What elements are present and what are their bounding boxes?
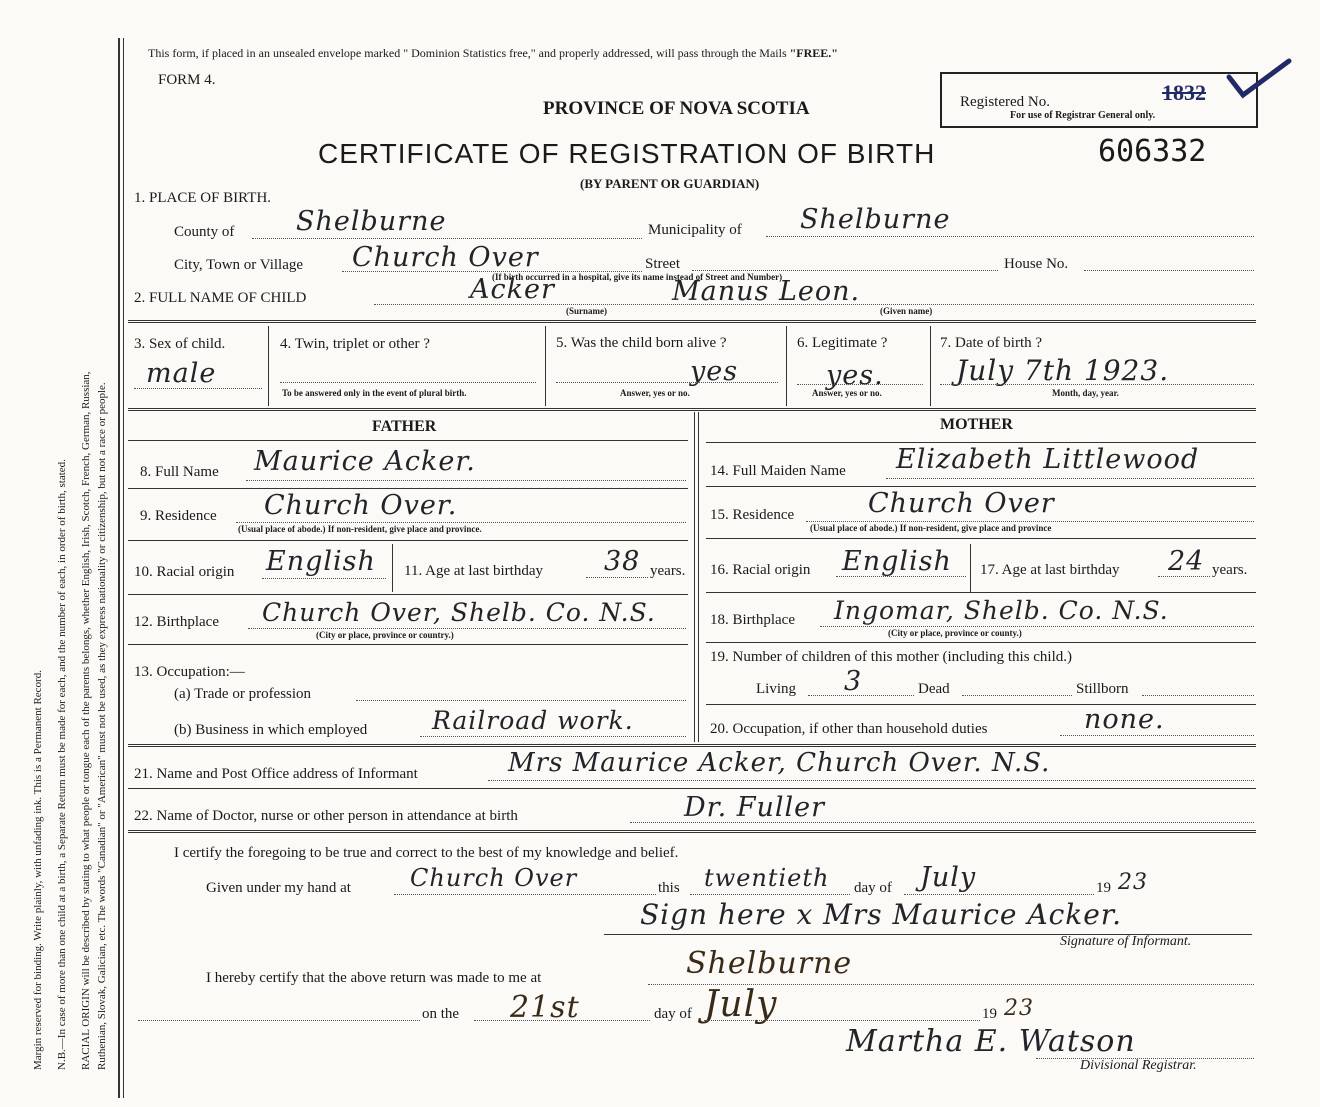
dead-line [962,695,1072,696]
father-residence-value[interactable]: Church Over. [264,490,458,521]
given-label: Given under my hand at [206,880,351,896]
business-label: (b) Business in which employed [174,722,368,738]
handwritten-certificate-number: 606332 [1098,134,1207,169]
mother-race-label: 16. Racial origin [710,562,811,578]
rule [128,594,688,595]
living-line [808,695,914,696]
informant-line [488,780,1254,781]
father-years-label: years. [650,563,686,579]
registrar-place-line-2 [138,1020,420,1021]
city-value[interactable]: Church Over [352,242,539,273]
twin-line [280,382,536,383]
father-age-line [586,577,648,578]
registrar-day-of-label: day of [654,1006,692,1022]
street-line [692,270,998,271]
business-value[interactable]: Railroad work. [432,706,634,735]
certify-statement: I certify the foregoing to be true and correct to the best of my knowledge and belief. [174,845,679,861]
section-divider-1 [128,320,1256,323]
mother-occupation-value[interactable]: none. [1084,704,1165,735]
twin-note: To be answered only in the event of plural birth. [282,388,467,398]
date-of-birth-note: Month, day, year. [1052,388,1119,398]
mother-birthplace-line [820,626,1254,627]
registrar-year-value[interactable]: 23 [1004,996,1034,1021]
doctor-line [630,822,1254,823]
certificate-subtitle: (BY PARENT OR GUARDIAN) [580,176,760,191]
living-label: Living [756,681,796,697]
given-year-value[interactable]: 23 [1118,870,1148,895]
on-the-label: on the [422,1006,460,1022]
mother-age-label: 17. Age at last birthday [980,562,1120,578]
house-no-line [1084,270,1254,271]
sex-value[interactable]: male [146,358,217,389]
given-month-line [904,894,1094,895]
given-place-value[interactable]: Church Over [410,864,578,892]
rule [706,538,1256,539]
child-name-label: 2. FULL NAME OF CHILD [134,290,307,306]
this-label: this [658,880,680,896]
given-day-line [690,894,850,895]
sex-line [134,388,262,389]
legitimate-line [797,384,923,385]
father-birthplace-value[interactable]: Church Over, Shelb. Co. N.S. [262,598,656,627]
doctor-label: 22. Name of Doctor, nurse or other person in attendance at birth [134,808,518,824]
legitimate-value[interactable]: yes. [826,360,884,391]
mother-heading: MOTHER [940,416,1013,433]
trade-line [356,700,686,701]
rule [706,442,1256,443]
registrar-month-line [704,1020,980,1021]
form-number: FORM 4. [158,72,216,88]
stillborn-label: Stillborn [1076,681,1129,697]
section-divider-2 [128,408,1256,411]
twin-label: 4. Twin, triplet or other ? [280,336,430,352]
registrar-statement: I hereby certify that the above return was made to me at [206,970,542,986]
stillborn-line [1142,695,1254,696]
father-race-label: 10. Racial origin [134,564,235,580]
divider [268,326,269,406]
municipality-label: Municipality of [648,222,742,238]
given-day-value[interactable]: twentieth [704,864,830,892]
informant-signature-caption: Signature of Informant. [1060,934,1192,949]
binding-margin-rule [118,38,120,1098]
mother-age-line [1158,576,1210,577]
rule [706,486,1256,487]
child-given-name-value[interactable]: Manus Leon. [672,276,861,307]
born-alive-line [556,382,778,383]
street-label: Street [645,256,680,272]
registrar-caption: Divisional Registrar. [1080,1058,1197,1073]
divider [392,544,393,592]
informant-label: 21. Name and Post Office address of Informant [134,766,418,782]
date-of-birth-label: 7. Date of birth ? [940,335,1043,351]
living-value[interactable]: 3 [844,666,863,697]
county-label: County of [174,224,235,240]
father-residence-label: 9. Residence [140,508,217,524]
mother-name-line [886,478,1254,479]
divider [970,544,971,592]
father-heading: FATHER [372,418,437,435]
municipality-value[interactable]: Shelburne [800,204,951,235]
date-of-birth-value[interactable]: July 7th 1923. [956,354,1170,387]
mother-name-label: 14. Full Maiden Name [710,463,846,479]
mother-residence-label: 15. Residence [710,507,795,523]
business-line [420,736,686,737]
mother-age-value[interactable]: 24 [1168,546,1205,577]
father-residence-line [236,522,686,523]
trade-label: (a) Trade or profession [174,686,312,702]
house-no-label: House No. [1004,256,1069,272]
mother-race-line [836,576,966,577]
binding-margin-rule-inner [123,38,124,1098]
sex-label: 3. Sex of child. [134,336,226,352]
divider [786,326,787,406]
father-residence-note: (Usual place of abode.) If non-resident, give place and province. [238,524,482,534]
county-value[interactable]: Shelburne [296,206,447,237]
father-age-value[interactable]: 38 [604,546,641,577]
father-birthplace-label: 12. Birthplace [134,614,219,630]
rule [706,642,1256,643]
registrar-place-value[interactable]: Shelburne [686,946,853,981]
parents-divider-inner [698,412,699,742]
municipality-line [766,236,1254,237]
margin-note-racial-origin-cont: Ruthenian, Slovak, Galician, etc. The words "Canadian" or "American" must not be used, as they express nationality or citizenship, but not a race or people. [96,382,108,1070]
mother-name-value[interactable]: Elizabeth Littlewood [896,444,1200,475]
date-of-birth-line [940,384,1254,385]
informant-signature[interactable]: Sign here x Mrs Maurice Acker. [640,898,1123,931]
mother-birthplace-note: (City or place, province or county.) [888,628,1022,638]
born-alive-label: 5. Was the child born alive ? [556,335,727,351]
rule [706,592,1256,593]
father-occupation-label: 13. Occupation:— [134,664,245,680]
registrar-day-value[interactable]: 21st [510,990,580,1025]
legitimate-label: 6. Legitimate ? [797,335,888,351]
legitimate-note: Answer, yes or no. [812,388,882,398]
parents-divider [694,412,695,742]
informant-value[interactable]: Mrs Maurice Acker, Church Over. N.S. [508,748,1051,778]
divider [545,326,546,406]
margin-note-multiple-births: N.B.—In case of more than one child at a birth, a Separate Return must be made for each, and the number of each, in order of birth, stated. [56,459,68,1070]
father-name-line [246,480,686,481]
day-of-label: day of [854,880,892,896]
certificate-title: CERTIFICATE OF REGISTRATION OF BIRTH [318,138,936,169]
section-divider-4 [128,830,1256,833]
registered-number-box [940,72,1258,128]
rule [128,788,1256,789]
mother-occupation-label: 20. Occupation, if other than household duties [710,721,988,737]
born-alive-note: Answer, yes or no. [620,388,690,398]
rule [128,644,688,645]
mother-birthplace-label: 18. Birthplace [710,612,795,628]
registered-value: 1832 [1162,80,1206,105]
county-line [252,238,642,239]
postal-notice: This form, if placed in an unsealed envelope marked " Dominion Statistics free," and properly addressed, will pass through the Mails "FREE." [148,46,838,60]
section-divider-3 [128,744,1256,747]
check-mark-icon [1225,55,1295,105]
father-name-value[interactable]: Maurice Acker. [254,446,476,477]
surname-caption: (Surname) [566,306,607,316]
rule [128,540,688,541]
given-name-caption: (Given name) [880,306,933,316]
children-count-label: 19. Number of children of this mother (including this child.) [710,649,1073,665]
child-surname-value[interactable]: Acker [470,274,555,305]
divider [930,326,931,406]
mother-occupation-line [1060,735,1254,736]
father-age-label: 11. Age at last birthday [404,563,543,579]
father-birthplace-line [248,628,686,629]
given-month-value[interactable]: July [920,862,977,893]
hospital-note: (If birth occurred in a hospital, give its name instead of Street and Number) [492,272,783,282]
father-race-value[interactable]: English [266,546,376,577]
father-race-line [262,578,386,579]
registrar-note: For use of Registrar General only. [1010,110,1156,121]
mother-race-value[interactable]: English [842,546,952,577]
mother-residence-value[interactable]: Church Over [868,488,1055,519]
father-name-label: 8. Full Name [140,464,219,480]
margin-note-racial-origin: RACIAL ORIGIN will be described by stating to what people or tongue each of the parents belongs, whether English, Irish, Scotch, French, German, Russian, [80,371,92,1070]
province-heading: PROVINCE OF NOVA SCOTIA [543,98,810,119]
registrar-year-prefix: 19 [982,1006,997,1022]
mother-residence-line [806,521,1254,522]
registrar-day-line [474,1020,650,1021]
father-birthplace-note: (City or place, province or country.) [316,630,454,640]
year-prefix: 19 [1096,880,1111,896]
mother-years-label: years. [1212,562,1248,578]
mother-residence-note: (Usual place of abode.) If non-resident, give place and province [810,523,1052,533]
mother-birthplace-value[interactable]: Ingomar, Shelb. Co. N.S. [834,596,1169,625]
rule [706,704,1256,705]
given-place-line [394,894,656,895]
registered-label: Registered No. [960,94,1050,110]
city-label: City, Town or Village [174,257,304,273]
doctor-value[interactable]: Dr. Fuller [684,792,826,823]
rule [128,488,688,489]
registrar-signature[interactable]: Martha E. Watson [846,1024,1136,1059]
registrar-month-value[interactable]: July [704,984,778,1025]
rule [128,440,688,441]
dead-label: Dead [918,681,950,697]
place-of-birth-heading: 1. PLACE OF BIRTH. [134,190,272,206]
born-alive-value[interactable]: yes [690,356,739,387]
margin-note-binding: Margin reserved for binding. Write plainly, with unfading ink. This is a Permanent Record. [32,670,44,1070]
